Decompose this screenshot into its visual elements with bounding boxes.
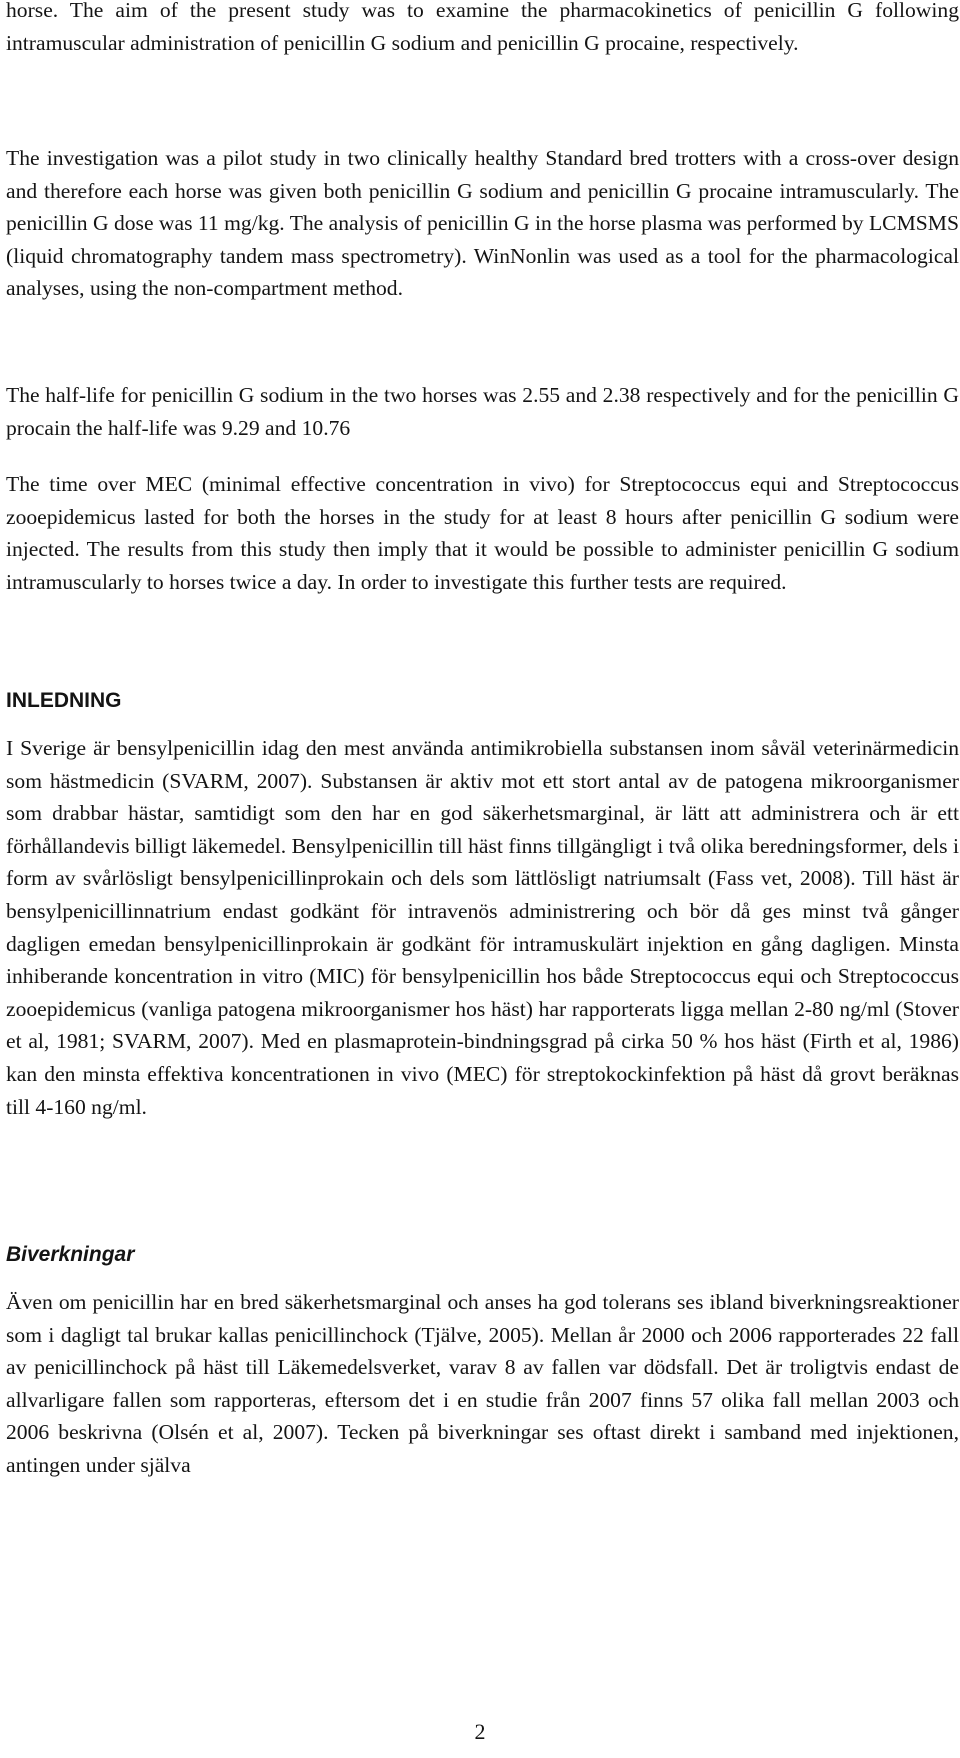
paragraph-investigation: The investigation was a pilot study in two clinically healthy Standard bred trotters with a cross-over design and therefore each horse was given both penicillin G sodium and penicillin G procaine intramuscularly. The penicillin G dose was 11 mg/kg. The analysis of penicillin G in the horse plasma was performed by LCMSMS (liquid chromatography tandem mass spectrometry). WinNonlin was used as a tool for the pharmacological analyses, using the non-compartment method. bbox=[6, 146, 959, 301]
paragraph-aim: horse. The aim of the present study was to examine the pharmacokinetics of penicillin G following intramuscular administration of penicillin G sodium and penicillin G procaine, respectively. bbox=[6, 0, 959, 55]
page-number: 2 bbox=[474, 1719, 486, 1744]
paragraph-inledning: I Sverige är bensylpenicillin idag den mest använda antimikrobiella substansen inom såväl veterinärmedicin som hästmedicin (SVARM, 2007). Substansen är aktiv mot ett stort antal av de patogena mikroorganismer som drabbar hästar, samtidigt som den har en god säkerhetsmarginal, är lätt att administrera och är ett förhållandevis billigt läkemedel. Bensylpenicillin till häst finns tillgängligt i två olika beredningsformer, dels i form av svårlösligt bensylpenicillinprokain och dels som lättlösligt natriumsalt (Fass vet, 2008). Till häst är bensylpenicillinnatrium endast godkänt för intravenös administrering och bör då ges minst två gånger dagligen emedan bensylpenicillinprokain är godkänt för intramuskulärt injektion en gång dagligen. Minsta inhiberande koncentration in vitro (MIC) för bensylpenicillin hos både Streptococcus equi och Streptococcus zooepidemicus (vanliga patogena mikroorganismer hos häst) har rapporterats ligga mellan 2-80 ng/ml (Stover et al, 1981; SVARM, 2007). Med en plasmaprotein-bindningsgrad på cirka 50 % hos häst (Firth et al, 1986) kan den minsta effektiva koncentrationen in vivo (MEC) för streptokockinfektion på häst då grovt beräknas till 4-160 ng/ml. bbox=[6, 736, 959, 1119]
paragraph-half-life: The half-life for penicillin G sodium in the two horses was 2.55 and 2.38 respectively and for the penicillin G procain the half-life was 9.29 and 10.76 bbox=[6, 383, 959, 440]
paragraph-biverkningar: Även om penicillin har en bred säkerhetsmarginal och anses ha god tolerans ses ibland biverkningsreaktioner som i dagligt tal brukar kallas penicillinchock (Tjälve, 2005). Mellan år 2000 och 2006 rapporterades 22 fall av penicillinchock på häst till Läkemedelsverket, varav 8 av fallen var dödsfall. Det är troligtvis endast de allvarligare fallen som rapporteras, eftersom det i en studie från 2007 finns 57 olika fall mellan 2003 och 2006 beskrivna (Olsén et al, 2007). Tecken på biverkningar ses oftast direkt i samband med injektionen, antingen under själva bbox=[6, 1290, 959, 1477]
paragraph-mec: The time over MEC (minimal effective concentration in vivo) for Streptococcus equi and Streptococcus zooepidemicus lasted for both the horses in the study for at least 8 hours after penicillin G sodium were injected. The results from this study then imply that it would be possible to administer penicillin G sodium intramuscularly to horses twice a day. In order to investigate this further tests are required. bbox=[6, 472, 959, 594]
section-heading-inledning: INLEDNING bbox=[6, 689, 122, 712]
section-heading-biverkningar: Biverkningar bbox=[6, 1243, 135, 1266]
